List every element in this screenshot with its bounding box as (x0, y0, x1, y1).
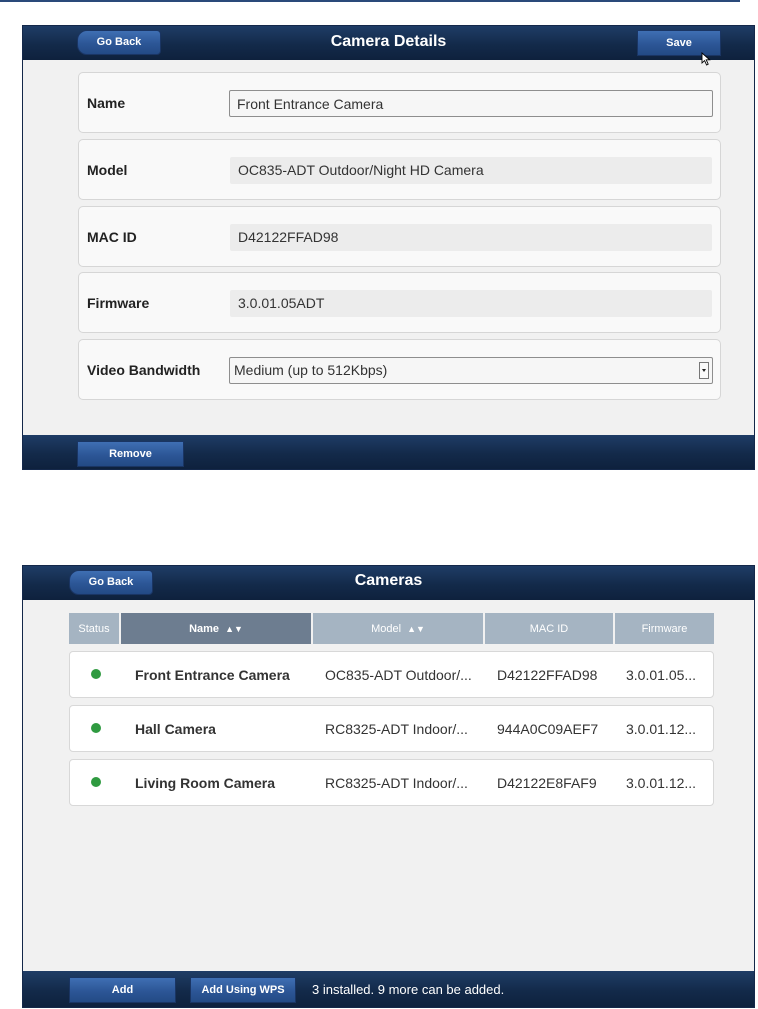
model-row (78, 139, 721, 200)
sort-arrows-icon: ▲▼ (407, 623, 425, 634)
model-label: Model (87, 162, 128, 178)
column-header-label: MAC ID (529, 622, 569, 635)
name-input[interactable] (229, 90, 713, 117)
camera-model: OC835-ADT Outdoor/... (325, 667, 472, 683)
camera-model: RC8325-ADT Indoor/... (325, 775, 468, 791)
table-row[interactable] (69, 759, 714, 806)
table-row[interactable] (69, 651, 714, 698)
table-header (69, 613, 714, 644)
chevron-down-icon[interactable] (699, 362, 709, 379)
column-header-firmware[interactable] (615, 613, 714, 644)
column-header-label: Firmware (641, 622, 688, 635)
column-header-label: Name (189, 622, 220, 635)
video-bandwidth-label: Video Bandwidth (87, 362, 201, 378)
camera-firmware: 3.0.01.12... (626, 721, 697, 737)
column-header-name[interactable] (121, 613, 311, 644)
column-header-status[interactable] (69, 613, 119, 644)
camera-details-panel (22, 25, 755, 470)
camera-firmware: 3.0.01.12... (626, 775, 697, 791)
video-bandwidth-select[interactable] (229, 357, 713, 384)
save-button[interactable]: Save (637, 30, 721, 56)
remove-button[interactable]: Remove (77, 441, 184, 467)
camera-mac-id: D42122FFAD98 (497, 667, 598, 683)
table-row[interactable] (69, 705, 714, 752)
camera-details-header (23, 26, 754, 60)
camera-mac-id: 944A0C09AEF7 (497, 721, 599, 737)
status-dot-icon (91, 777, 101, 787)
status-dot-icon (91, 723, 101, 733)
camera-name: Hall Camera (135, 721, 216, 737)
firmware-row (78, 272, 721, 333)
name-row (78, 72, 721, 133)
add-button[interactable]: Add (69, 977, 176, 1003)
camera-details-footer (23, 435, 754, 469)
firmware-label: Firmware (87, 295, 150, 311)
camera-model: RC8325-ADT Indoor/... (325, 721, 468, 737)
mac-id-value: D42122FFAD98 (230, 224, 712, 251)
page-title: Cameras (354, 572, 423, 589)
cameras-footer (23, 971, 754, 1007)
video-bandwidth-value: Medium (up to 512Kbps) (234, 362, 388, 378)
column-header-label: Status (78, 622, 110, 635)
cameras-header (23, 566, 754, 600)
go-back-button[interactable]: Go Back (77, 30, 161, 55)
page-title: Camera Details (330, 33, 447, 50)
sort-arrows-icon: ▲▼ (225, 623, 243, 634)
mouse-pointer-icon (701, 52, 713, 66)
camera-name: Living Room Camera (135, 775, 276, 791)
status-dot-icon (91, 669, 101, 679)
mac-id-label: MAC ID (87, 229, 137, 245)
column-header-mac-id[interactable] (485, 613, 613, 644)
installed-count-status: 3 installed. 9 more can be added. (312, 982, 505, 997)
camera-name: Front Entrance Camera (135, 667, 290, 683)
firmware-value: 3.0.01.05ADT (230, 290, 712, 317)
camera-mac-id: D42122E8FAF9 (497, 775, 597, 791)
column-header-label: Model (371, 622, 402, 635)
go-back-button[interactable]: Go Back (69, 570, 153, 595)
model-value: OC835-ADT Outdoor/Night HD Camera (230, 157, 712, 184)
column-header-model[interactable] (313, 613, 483, 644)
name-label: Name (87, 95, 126, 111)
mac-id-row (78, 206, 721, 267)
top-rule (0, 0, 740, 2)
add-using-wps-button[interactable]: Add Using WPS (190, 977, 296, 1003)
video-bandwidth-row (78, 339, 721, 400)
camera-firmware: 3.0.01.05... (626, 667, 697, 683)
cameras-panel (22, 565, 755, 1008)
